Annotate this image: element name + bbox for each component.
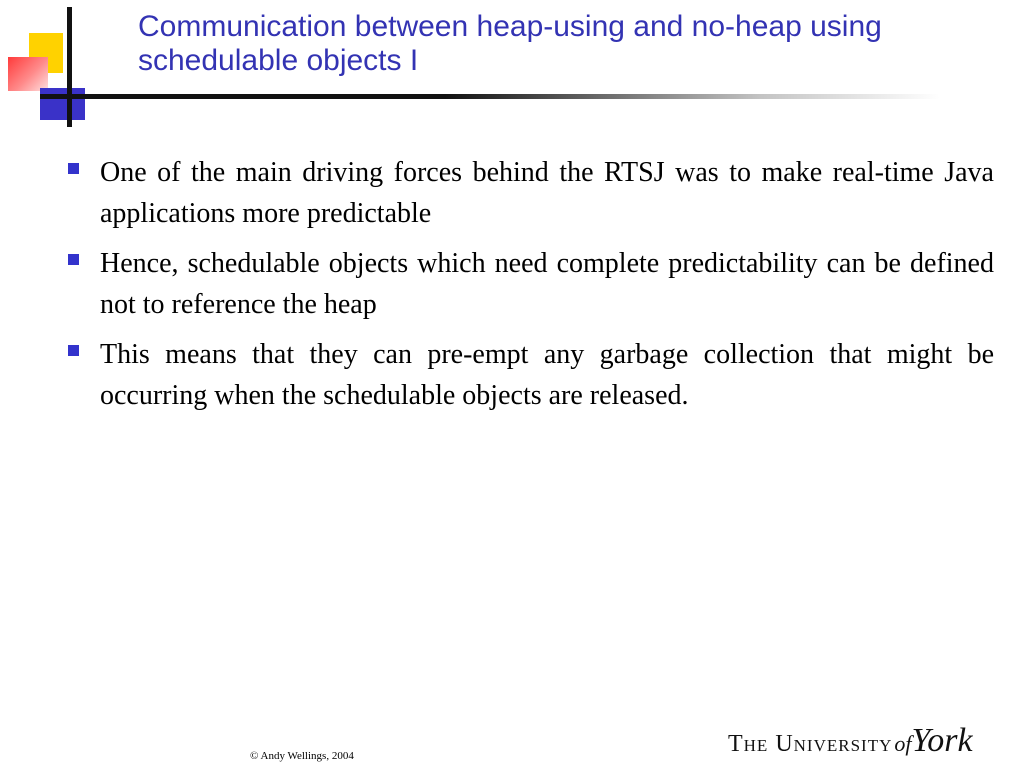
- bullet-text: One of the main driving forces behind the RTSJ was to make real-time Java applications more predictable: [100, 157, 994, 229]
- square-bullet-icon: [68, 345, 79, 356]
- bullet-text: This means that they can pre-empt any garbage collection that might be occurring when the schedulable objects are released.: [100, 339, 994, 411]
- logo-of-text: of: [894, 731, 912, 756]
- decorative-red-square: [8, 57, 48, 91]
- university-logo: [728, 722, 973, 762]
- bullet-item: [64, 152, 994, 234]
- slide-title: Communication between heap-using and no-heap using schedulable objects I: [138, 10, 882, 77]
- square-bullet-icon: [68, 254, 79, 265]
- bullet-list: [64, 152, 994, 425]
- copyright-notice: © Andy Wellings, 2004: [250, 750, 354, 762]
- title-underline-rule: [40, 94, 940, 99]
- logo-york-text: York: [911, 722, 973, 759]
- square-bullet-icon: [68, 163, 79, 174]
- decorative-vertical-line: [67, 7, 72, 127]
- bullet-item: [64, 243, 994, 325]
- logo-university-text: The University: [728, 731, 893, 757]
- bullet-text: Hence, schedulable objects which need complete predictability can be defined not to reference the heap: [100, 248, 994, 320]
- decorative-blue-square: [40, 88, 85, 120]
- bullet-item: [64, 334, 994, 416]
